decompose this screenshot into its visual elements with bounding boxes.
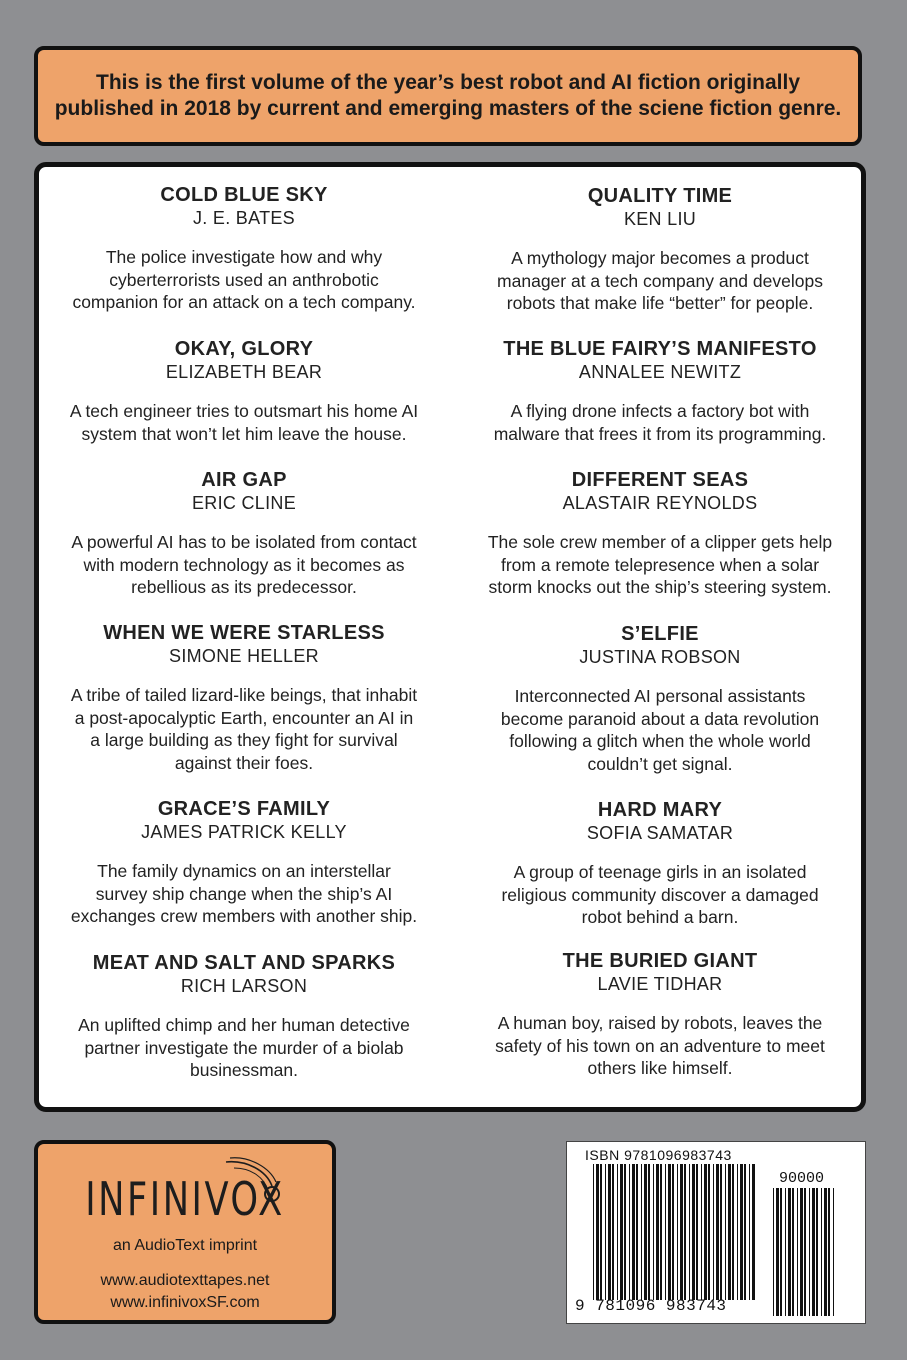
story-title: HARD MARY <box>597 799 723 821</box>
isbn-label: ISBN 9781096983743 <box>585 1147 732 1163</box>
website-link-infinivox[interactable]: www.infinivoxSF.com <box>110 1294 260 1311</box>
story-list-panel <box>34 162 866 1112</box>
story-author: RICH LARSON <box>180 976 308 996</box>
story-author: SOFIA SAMATAR <box>586 823 734 843</box>
story-title: QUALITY TIME <box>587 185 733 207</box>
publisher-logo-wordmark: INFINIVOX <box>85 1172 285 1226</box>
price-addon-bars-icon <box>773 1188 837 1316</box>
story-entry <box>44 622 444 774</box>
story-title: COLD BLUE SKY <box>160 184 328 206</box>
story-author: J. E. BATES <box>193 208 295 228</box>
price-code: 90000 <box>779 1170 825 1187</box>
story-title: AIR GAP <box>201 469 287 491</box>
story-entry <box>44 469 444 599</box>
story-description: The police investigate how and why cyberterrorists used an anthrobotic companion for an attack on a tech company. <box>72 247 416 312</box>
story-description: A human boy, raised by robots, leaves the safety of his town on an adventure to meet others like himself. <box>495 1013 825 1078</box>
story-title: S’ELFIE <box>621 623 699 645</box>
story-entry <box>44 798 444 928</box>
publisher-logo-box <box>34 1140 336 1324</box>
story-description: The family dynamics on an interstellar survey ship change when the ship’s AI exchanges crew members with another ship. <box>70 861 418 926</box>
story-author: ANNALEE NEWITZ <box>578 362 742 382</box>
story-entry <box>460 623 860 775</box>
story-description: A flying drone infects a factory bot with malware that frees it from its programming. <box>493 401 827 444</box>
story-description: An uplifted chimp and her human detective partner investigate the murder of a biolab businessman. <box>78 1015 410 1080</box>
story-author: JAMES PATRICK KELLY <box>141 822 347 842</box>
imprint-text: an AudioText imprint <box>112 1237 258 1254</box>
story-entry <box>44 184 444 314</box>
story-title: GRACE’S FAMILY <box>157 798 331 820</box>
website-link-audiotext[interactable]: www.audiotexttapes.net <box>100 1272 270 1289</box>
story-description: Interconnected AI personal assistants become paranoid about a data revolution following a glitch when the whole world couldn’t get signal. <box>500 686 820 774</box>
story-title: WHEN WE WERE STARLESS <box>103 622 385 644</box>
story-description: A mythology major becomes a product manager at a tech company and develops robots that make life “better” for people. <box>497 248 823 313</box>
story-entry <box>460 950 860 1080</box>
story-description: A tribe of tailed lizard-like beings, that inhabit a post-apocalyptic Earth, encounter an AI in a large building as they fight for survival against their foes. <box>70 685 418 773</box>
story-description: The sole crew member of a clipper gets help from a remote telepresence when a solar storm knocks out the ship’s steering system. <box>487 532 833 597</box>
story-description: A tech engineer tries to outsmart his home AI system that won’t let him leave the house. <box>69 401 419 444</box>
story-entry <box>44 338 444 445</box>
story-entry <box>460 469 860 599</box>
story-title: MEAT AND SALT AND SPARKS <box>92 952 396 974</box>
banner-text: This is the first volume of the year’s best robot and AI fiction originally published in 2018 by current and emerging masters of the sciene fiction genre. <box>54 71 842 120</box>
barcode-digits: 9 781096 983743 <box>575 1297 727 1315</box>
story-description: A group of teenage girls in an isolated religious community discover a damaged robot behind a barn. <box>501 862 819 927</box>
barcode-bars-icon <box>593 1164 758 1300</box>
story-entry <box>44 952 444 1082</box>
story-author: ALASTAIR REYNOLDS <box>562 493 758 513</box>
story-title: DIFFERENT SEAS <box>571 469 749 491</box>
story-title: THE BURIED GIANT <box>562 950 758 972</box>
isbn-barcode <box>566 1141 866 1324</box>
description-banner <box>34 46 862 146</box>
story-title: OKAY, GLORY <box>174 338 314 360</box>
story-author: JUSTINA ROBSON <box>579 647 741 667</box>
story-entry <box>460 185 860 315</box>
story-description: A powerful AI has to be isolated from contact with modern technology as it becomes as rebellious as its predecessor. <box>71 532 417 597</box>
story-author: SIMONE HELLER <box>169 646 319 666</box>
story-entry <box>460 799 860 929</box>
story-entry <box>460 338 860 445</box>
story-author: KEN LIU <box>623 209 697 229</box>
story-title: THE BLUE FAIRY’S MANIFESTO <box>503 338 817 360</box>
story-author: ERIC CLINE <box>191 493 297 513</box>
story-author: ELIZABETH BEAR <box>165 362 323 382</box>
story-author: LAVIE TIDHAR <box>597 974 723 994</box>
